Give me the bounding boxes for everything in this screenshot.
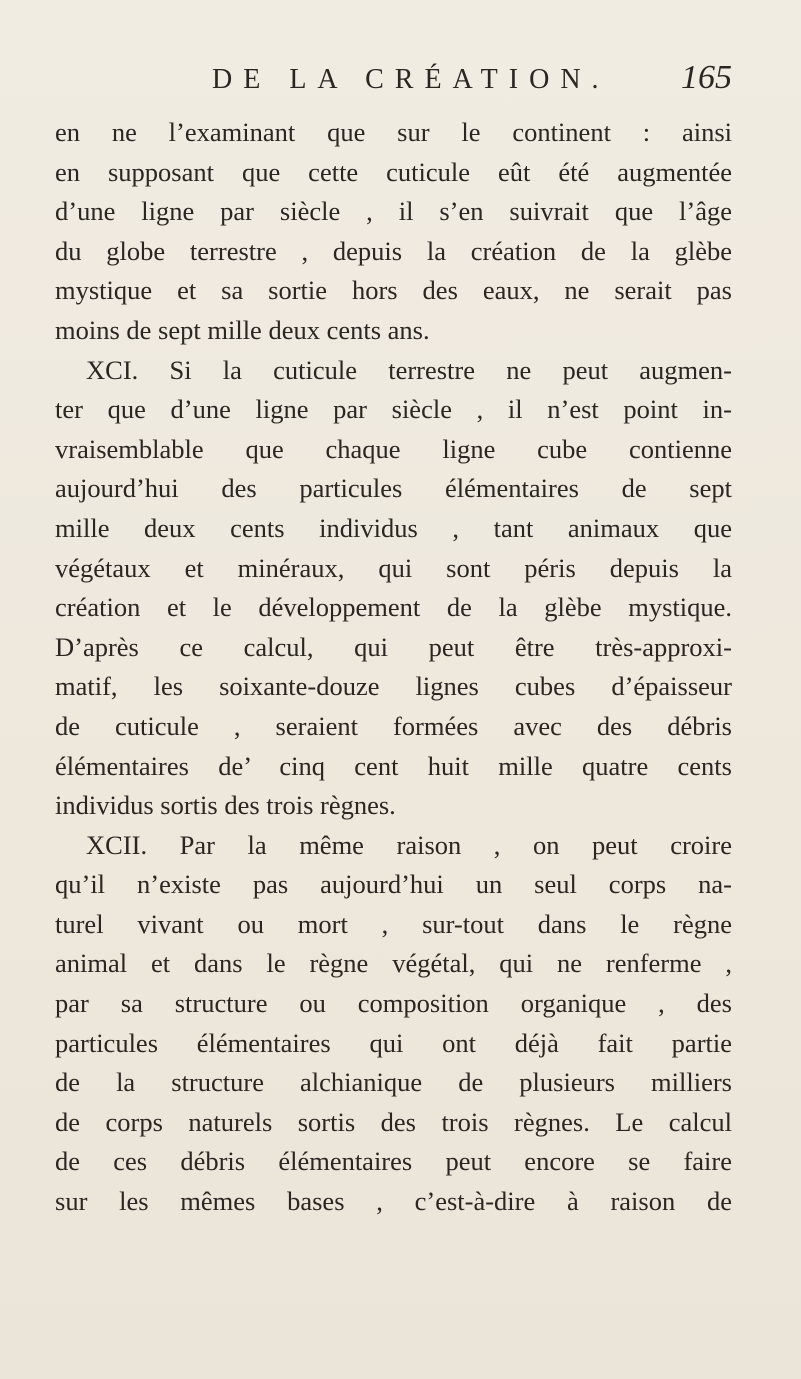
- text-line: d’une ligne par siècle , il s’en suivrait que l’âge: [55, 196, 732, 227]
- text-line: élémentaires de’ cinq cent huit mille quatre cents: [55, 750, 732, 781]
- text-line: création et le développement de la glèbe mystique.: [55, 592, 732, 623]
- text-line: par sa structure ou composition organique , des: [55, 988, 732, 1019]
- text-line: D’après ce calcul, qui peut être très-approxi-: [55, 631, 732, 662]
- running-title: DE LA CRÉATION.: [212, 64, 610, 95]
- text-line: ter que d’une ligne par siècle , il n’est point in-: [55, 394, 732, 425]
- text-line: aujourd’hui des particules élémentaires de sept: [55, 473, 732, 504]
- paragraph-xcii-start: XCII. Par la même raison , on peut croire: [86, 829, 732, 860]
- page-number: 165: [681, 59, 732, 96]
- text-line: mille deux cents individus , tant animaux que: [55, 512, 732, 543]
- text-line: individus sortis des trois règnes.: [55, 790, 396, 821]
- text-line: de cuticule , seraient formées avec des débris: [55, 710, 732, 741]
- text-line: turel vivant ou mort , sur-tout dans le règne: [55, 908, 732, 939]
- running-head: [212, 59, 732, 102]
- text-line: de la structure alchianique de plusieurs milliers: [55, 1067, 732, 1098]
- text-line: vraisemblable que chaque ligne cube contienne: [55, 433, 732, 464]
- text-line: moins de sept mille deux cents ans.: [55, 314, 430, 345]
- body-text: [55, 113, 732, 1222]
- text-line: du globe terrestre , depuis la création de la glèbe: [55, 235, 732, 266]
- text-line: en supposant que cette cuticule eût été augmentée: [55, 156, 732, 187]
- text-line: qu’il n’existe pas aujourd’hui un seul corps na-: [55, 869, 732, 900]
- text-line: particules élémentaires qui ont déjà fait partie: [55, 1027, 732, 1058]
- text-line: végétaux et minéraux, qui sont péris depuis la: [55, 552, 732, 583]
- text-line: matif, les soixante-douze lignes cubes d’épaisseur: [55, 671, 732, 702]
- text-line: animal et dans le règne végétal, qui ne renferme ,: [55, 948, 732, 979]
- text-line: de ces débris élémentaires peut encore se faire: [55, 1146, 732, 1177]
- text-line: en ne l’examinant que sur le continent : ainsi: [55, 117, 732, 147]
- paragraph-xci-start: XCI. Si la cuticule terrestre ne peut augmen-: [86, 354, 732, 385]
- text-line: de corps naturels sortis des trois règnes. Le calcul: [55, 1106, 732, 1137]
- text-line: sur les mêmes bases , c’est-à-dire à raison de: [55, 1186, 732, 1217]
- text-line: mystique et sa sortie hors des eaux, ne serait pas: [55, 275, 732, 306]
